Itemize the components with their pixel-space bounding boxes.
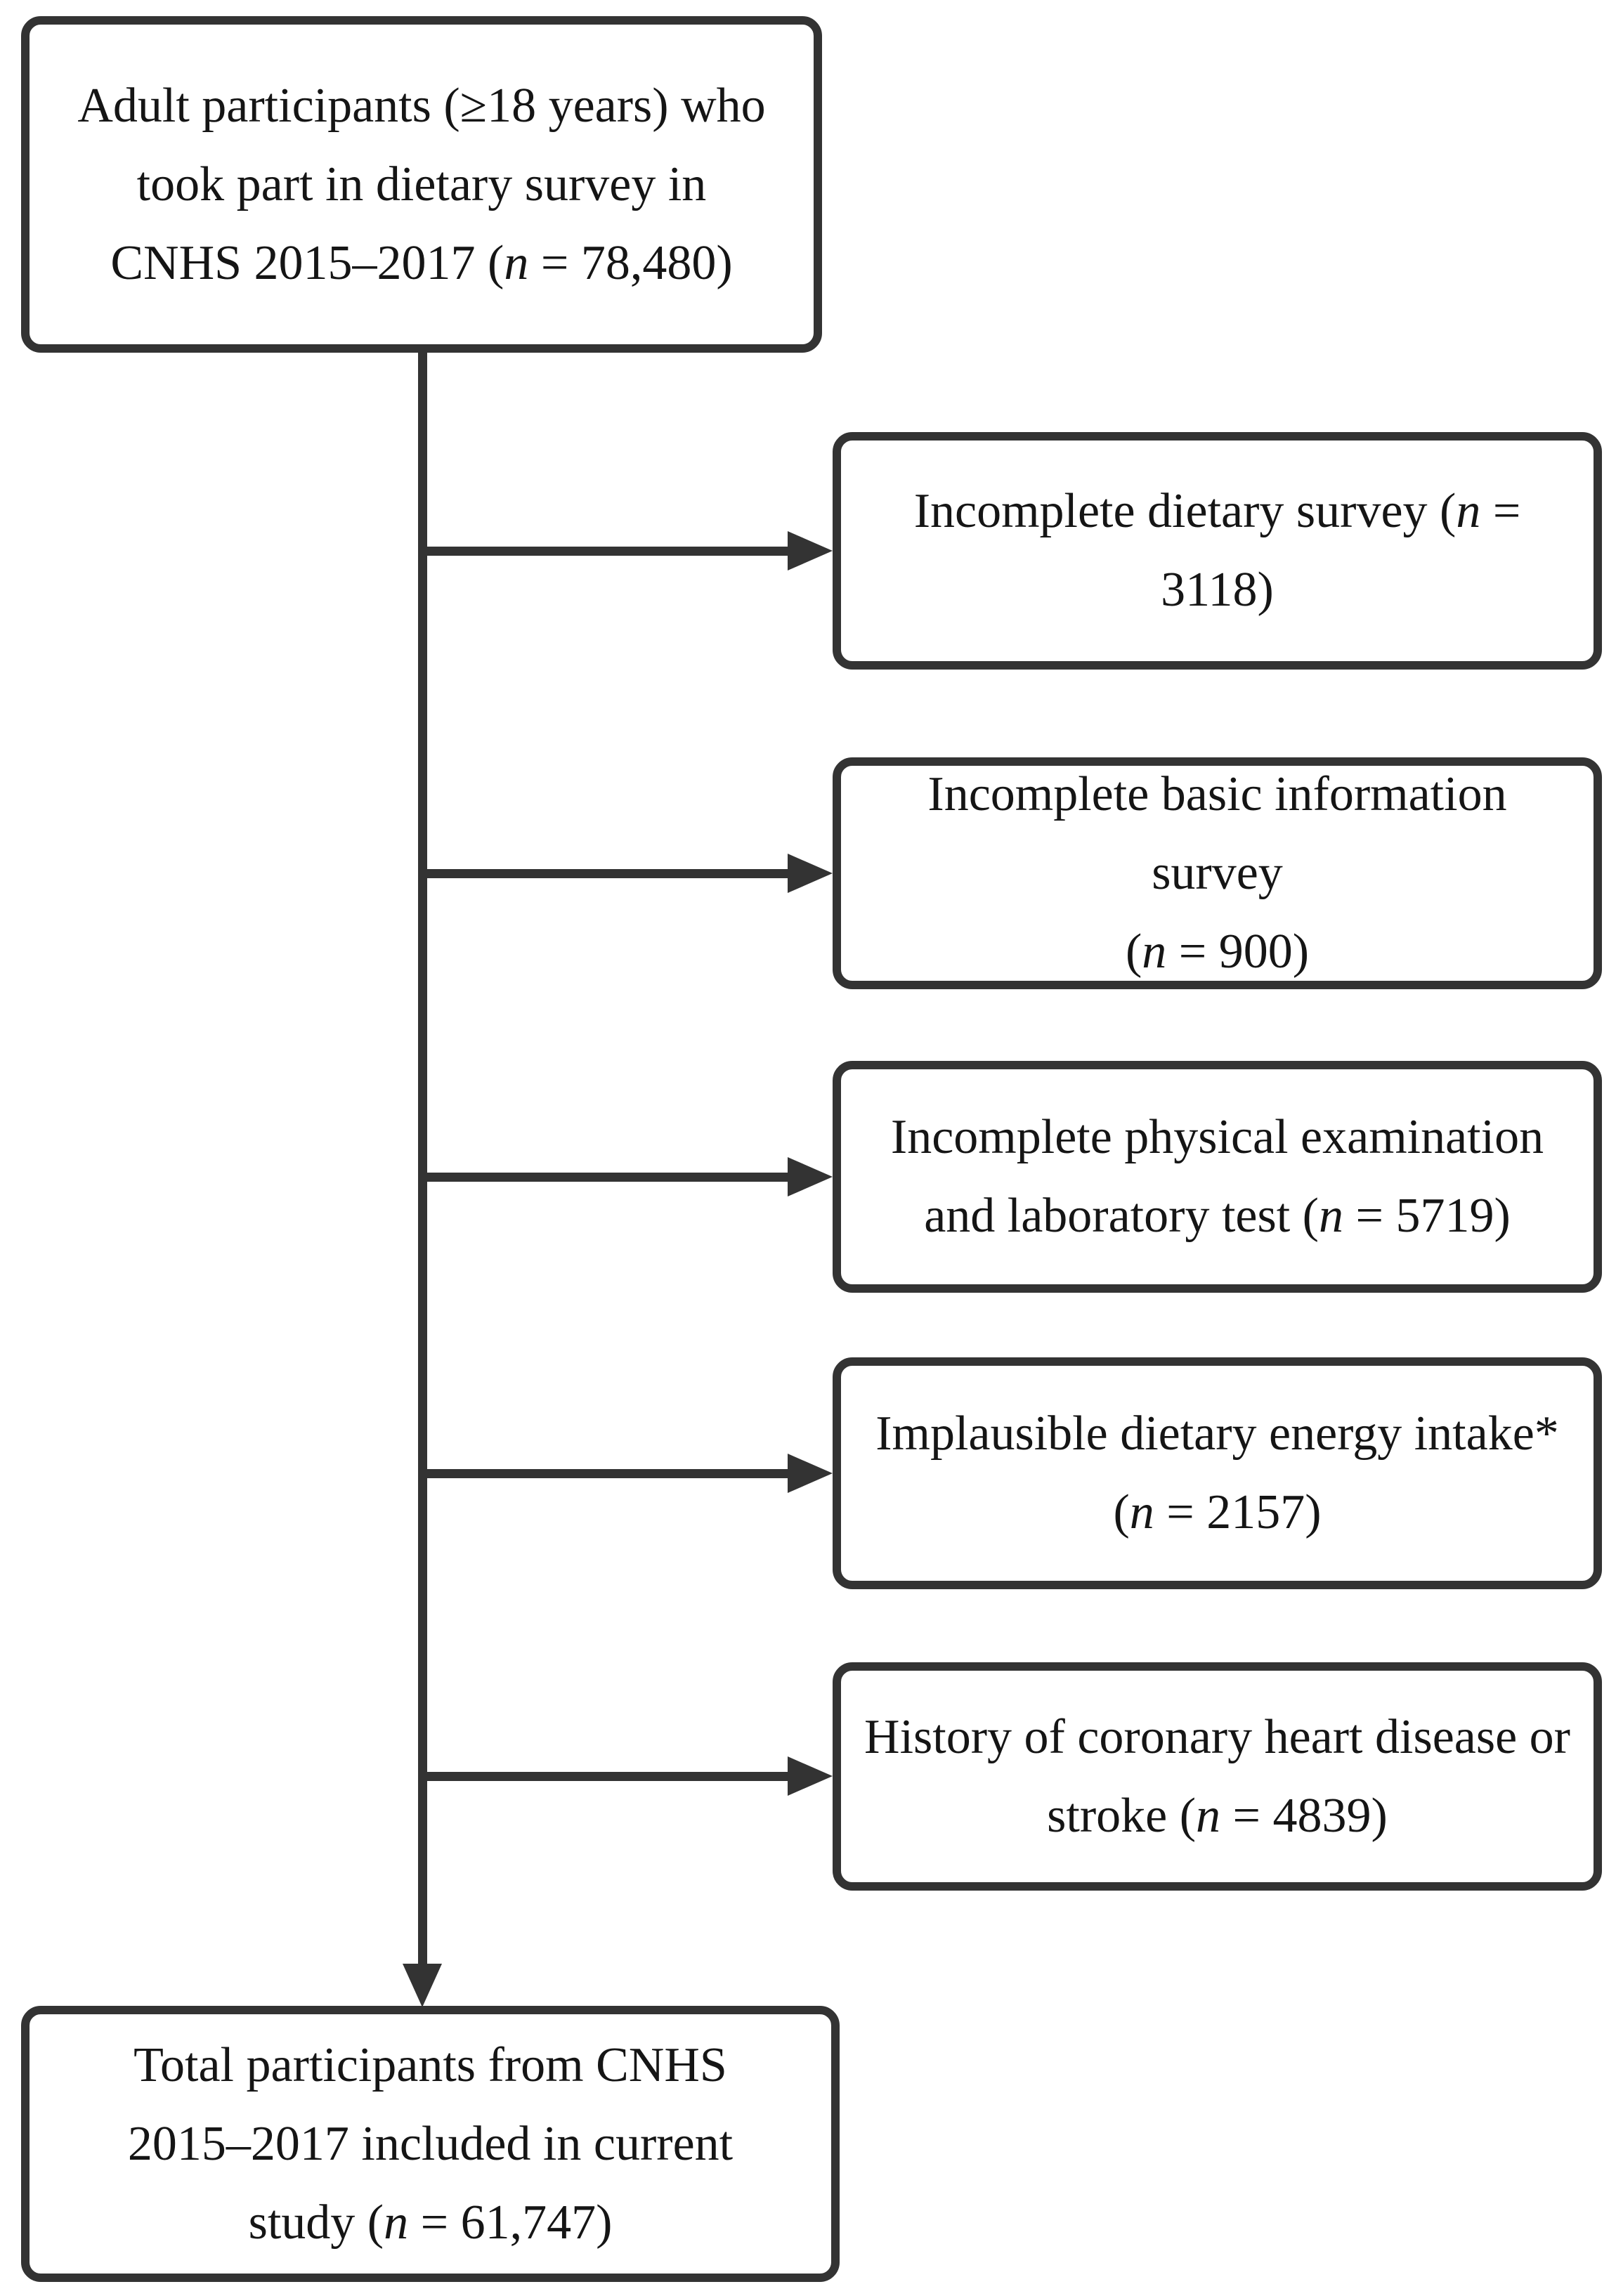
box-line: (n = 2157) <box>1113 1485 1322 1539</box>
box-line: took part in dietary survey in <box>136 157 707 211</box>
box-line: History of coronary heart disease or <box>864 1709 1570 1764</box>
exclusion-box-history-chd-stroke <box>833 1662 1602 1891</box>
box-line: Adult participants (≥18 years) who <box>77 78 766 133</box>
connector-line-exclusion-1 <box>418 547 789 556</box>
down-arrowhead-icon <box>403 1964 442 2007</box>
box-line: Implausible dietary energy intake* <box>875 1407 1559 1461</box>
right-arrowhead-icon-4 <box>788 1454 833 1493</box>
connector-line-exclusion-2 <box>418 869 789 878</box>
box-line: (n = 900) <box>1125 925 1310 979</box>
right-arrowhead-icon-5 <box>788 1756 833 1796</box>
exclusion-box-incomplete-dietary-survey <box>833 432 1602 670</box>
box-line: Incomplete physical examination <box>890 1110 1544 1164</box>
exclusion-box-incomplete-physical-examination <box>833 1061 1602 1293</box>
box-line: Incomplete dietary survey (n = <box>913 484 1521 538</box>
box-line: CNHS 2015–2017 (n = 78,480) <box>110 235 733 290</box>
box-line: and laboratory test (n = 5719) <box>924 1189 1511 1243</box>
exclusion-box-implausible-energy-intake <box>833 1357 1602 1589</box>
flow-vertical-line <box>418 351 427 1967</box>
connector-line-exclusion-5 <box>418 1772 789 1781</box>
box-line: stroke (n = 4839) <box>1047 1788 1388 1843</box>
right-arrowhead-icon-2 <box>788 854 833 893</box>
exclusion-box-incomplete-basic-information <box>833 757 1602 989</box>
box-line: Total participants from CNHS <box>133 2037 727 2092</box>
right-arrowhead-icon-3 <box>788 1157 833 1196</box>
right-arrowhead-icon-1 <box>788 531 833 570</box>
connector-line-exclusion-4 <box>418 1469 789 1478</box>
box-line: Incomplete basic information survey <box>927 767 1507 900</box>
connector-line-exclusion-3 <box>418 1173 789 1182</box>
box-line: 3118) <box>1161 563 1274 617</box>
result-population-box <box>21 2006 840 2282</box>
source-population-box <box>21 16 822 353</box>
box-line: study (n = 61,747) <box>248 2195 613 2250</box>
box-line: 2015–2017 included in current <box>127 2116 734 2171</box>
